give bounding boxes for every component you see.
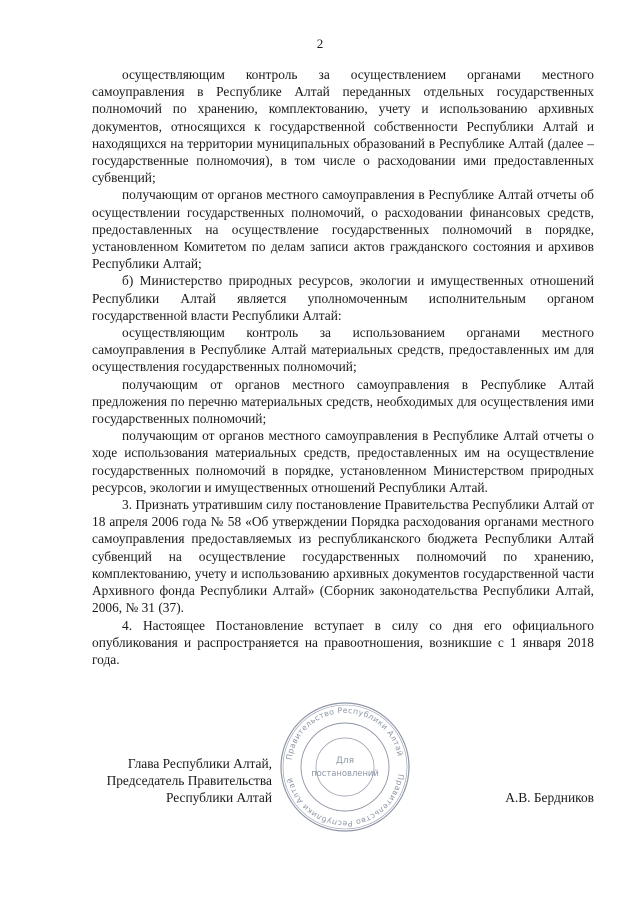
paragraph-item-3-repeal: 3. Признать утратившим силу постановление Правительства Республики Алтай от 18 апреля 2006 года № 58 «Об утверждении Порядка расходования органами местного самоуправления предоставляемых из республиканского бюджета Республики Алтай субвенций на осуществление государственных полномочий по хранению, комплектованию, учету и использованию архивных документов государственной части Архивного фонда Республики Алтай» (Сборник законодательства Республики Алтай, 2006, № 31 (37). <box>92 497 594 616</box>
paragraph-archive-control: осуществляющим контроль за осуществлением органами местного самоуправления в Республике Алтай переданных отдельных государственных полномочий по хранению, комплектованию, учету и использованию архивных документов, относящихся к государственной собственности Республики Алтай и находящихся на территории муниципальных образований в Республике Алтай (далее – государственные полномочия), в том числе о расходовании ими предоставленных субвенций; <box>92 67 594 186</box>
stamp-center-line2: постановлений <box>311 768 379 778</box>
paragraph-material-control: осуществляющим контроль за использованием органами местного самоуправления в Республике Алтай материальных средств, предоставленных им для осуществления государственных полномочий; <box>92 325 594 375</box>
stamp-ring-label-repeat: Правительство Республики Алтай <box>285 773 406 829</box>
paragraph-material-reports: получающим от органов местного самоуправления в Республике Алтай отчеты о ходе использования материальных средств, предоставленных им на осуществление государственных полномочий в порядке, установленном Министерством природных ресурсов, экологии и имущественных отношений Республики Алтай. <box>92 428 594 495</box>
signatory-name: А.В. Бердников <box>505 790 594 805</box>
paragraph-item-4-effective: 4. Настоящее Постановление вступает в силу со дня его официального опубликования и распространяется на правоотношения, возникшие с 1 января 2018 года. <box>92 617 594 667</box>
page-number: 2 <box>316 36 324 51</box>
position-line-chairman: Председатель Правительства <box>106 773 272 789</box>
paragraph-material-proposals: получающим от органов местного самоуправления в Республике Алтай предложения по перечню материальных средств, необходимых для осуществления ими государственных полномочий; <box>92 376 594 427</box>
official-stamp-seal <box>278 700 412 834</box>
position-line-republic: Республики Алтай <box>165 790 272 806</box>
paragraph-archive-reports: получающим от органов местного самоуправления в Республике Алтай отчеты об осуществлении государственных полномочий, о расходовании финансовых средств, предоставленных на осуществление государственных полномочий в порядке, установленном Комитетом по делам записи актов гражданского состояния и архивов Республики Алтай; <box>92 187 594 272</box>
stamp-center-line1: Для <box>335 756 355 766</box>
stamp-ring-label: Правительство Республики Алтай <box>284 705 405 761</box>
stamp-graphic <box>281 703 409 831</box>
paragraph-ministry-authorized: б) Министерство природных ресурсов, экологии и имущественных отношений Республики Алтай является уполномоченным исполнительным органом государственной власти Республики Алтай: <box>92 273 594 323</box>
signatory-position <box>92 755 272 807</box>
position-line-head: Глава Республики Алтай, <box>127 756 272 771</box>
document-body <box>92 66 594 668</box>
